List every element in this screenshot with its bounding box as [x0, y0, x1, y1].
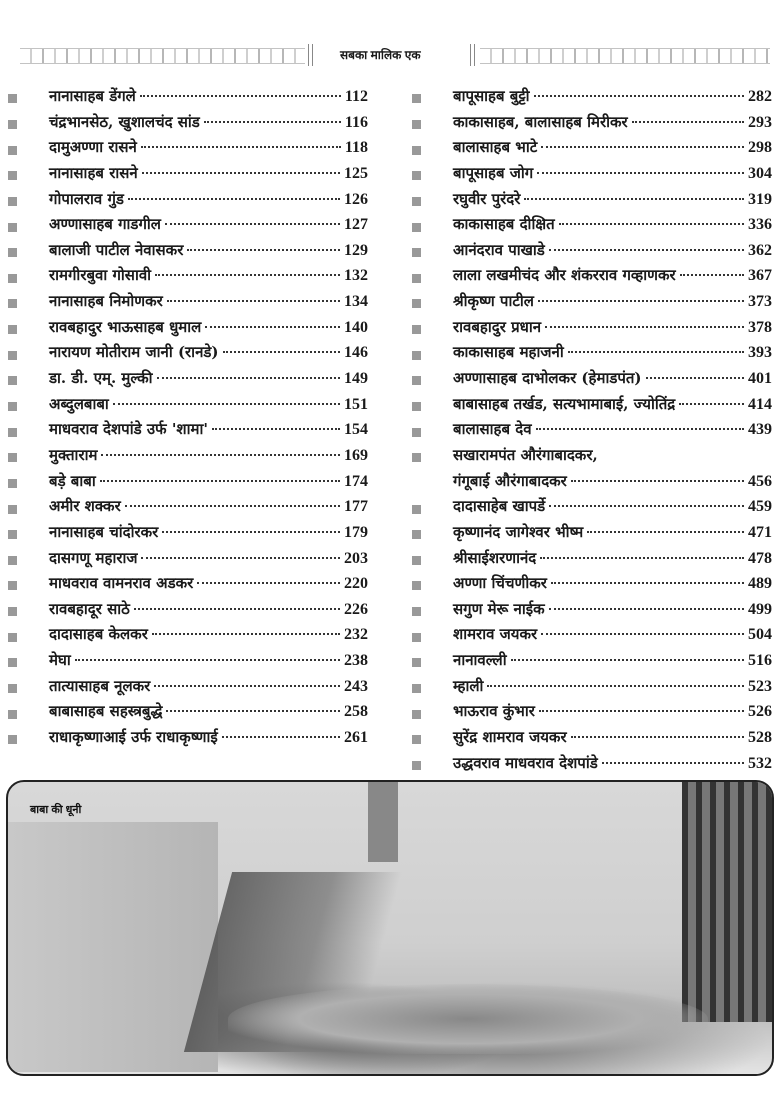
entry-name: राधाकृष्णाआई उर्फ राधाकृष्णाई	[49, 728, 218, 747]
entry-name: काकासाहब महाजनी	[453, 343, 564, 362]
entry-name: बालाजी पाटील नेवासकर	[49, 240, 184, 259]
bullet-icon	[412, 120, 421, 129]
entry-page: 261	[344, 729, 368, 747]
toc-entry	[412, 291, 772, 317]
dot-leader	[187, 249, 340, 251]
entry-page: 282	[748, 88, 772, 105]
entry-name: अण्णा चिंचणीकर	[453, 574, 547, 593]
bullet-icon	[8, 505, 17, 514]
bullet-icon	[8, 735, 17, 744]
dot-leader	[157, 377, 340, 379]
entry-name: मुक्ताराम	[49, 445, 98, 464]
photo-gate	[682, 782, 772, 1022]
entry-page: 414	[748, 395, 772, 413]
bullet-icon	[412, 633, 421, 642]
entry-page: 336	[748, 216, 772, 234]
toc-entry	[8, 112, 368, 138]
entry-name: नानासाहब रासने	[49, 163, 138, 182]
dot-leader	[223, 351, 340, 353]
toc-entry	[8, 419, 368, 445]
entry-name: कृष्णानंद जागेश्वर भीष्म	[453, 522, 584, 541]
bullet-icon	[412, 505, 421, 514]
dot-leader	[540, 557, 744, 559]
bullet-icon	[8, 171, 17, 180]
entry-page: 129	[344, 241, 368, 259]
dot-leader	[141, 146, 341, 148]
toc-entry-continued	[412, 471, 772, 497]
ornament-left	[20, 48, 305, 64]
entry-name: अण्णासाहब गाडगील	[49, 215, 161, 234]
bullet-icon	[8, 248, 17, 257]
toc-entry	[8, 291, 368, 317]
dot-leader	[549, 608, 744, 610]
toc-entry	[8, 163, 368, 189]
divider	[470, 44, 475, 66]
toc-entry	[412, 624, 772, 650]
entry-name: अब्दुलबाबा	[49, 394, 109, 413]
entry-page: 489	[748, 575, 772, 593]
entry-name: श्रीकृष्ण पाटील	[453, 292, 534, 311]
entry-name: शामराव जयकर	[453, 625, 538, 644]
toc-entry	[8, 471, 368, 497]
toc-entry	[412, 214, 772, 240]
bullet-icon	[412, 710, 421, 719]
entry-page: 499	[748, 600, 772, 618]
bullet-icon	[8, 120, 17, 129]
bullet-icon	[8, 453, 17, 462]
entry-name: नानासाहब निमोणकर	[49, 292, 163, 311]
entry-name: दासगणू महाराज	[49, 548, 138, 567]
dot-leader	[534, 95, 744, 97]
dot-leader	[545, 326, 744, 328]
entry-name: माधवराव देशपांडे उर्फ 'शामा'	[49, 420, 208, 439]
toc-entry	[412, 163, 772, 189]
entry-name: नानासाहब डेंगले	[49, 87, 136, 105]
dot-leader	[538, 300, 744, 302]
bullet-icon	[412, 325, 421, 334]
entry-name: डा. डी. एम्. मुल्की	[49, 369, 153, 388]
entry-page: 226	[344, 600, 368, 618]
entry-name: चंद्रभानसेठ, खुशालचंद सांड	[49, 112, 200, 131]
entry-page: 367	[748, 267, 772, 285]
toc-entry	[8, 86, 368, 112]
toc-entry	[412, 522, 772, 548]
photo-caption: बाबा की धूनी	[30, 804, 82, 816]
entry-page: 528	[748, 729, 772, 747]
dot-leader	[571, 480, 744, 482]
toc-entry	[8, 727, 368, 753]
dot-leader	[167, 300, 340, 302]
entry-name: रावबहादुर प्रधान	[453, 317, 542, 336]
bullet-icon	[412, 530, 421, 539]
toc-entry	[412, 650, 772, 676]
bullet-icon	[8, 146, 17, 155]
photo-wall	[8, 822, 218, 1072]
bullet-icon	[8, 376, 17, 385]
entry-page: 146	[344, 344, 368, 362]
dot-leader	[511, 659, 744, 661]
dot-leader	[162, 531, 340, 533]
dot-leader	[140, 95, 341, 97]
entry-name: उद्धवराव माधवराव देशपांडे	[453, 753, 598, 772]
bullet-icon	[8, 299, 17, 308]
toc-entry	[412, 394, 772, 420]
bullet-icon	[8, 94, 17, 103]
entry-page: 532	[748, 754, 772, 772]
bullet-icon	[412, 299, 421, 308]
dot-leader	[166, 710, 340, 712]
dot-leader	[551, 582, 744, 584]
dot-leader	[197, 582, 340, 584]
page-header	[0, 40, 780, 70]
entry-page: 154	[344, 421, 368, 439]
entry-name: दादासाहब केलकर	[49, 625, 148, 644]
entry-name: सुरेंद्र शामराव जयकर	[453, 728, 567, 747]
running-title: सबका मालिक एक	[340, 48, 421, 62]
ornament-right	[480, 48, 770, 64]
toc-entry	[412, 265, 772, 291]
dot-leader	[602, 762, 744, 764]
dot-leader	[559, 223, 744, 225]
bullet-icon	[412, 351, 421, 360]
toc-entry	[412, 86, 772, 112]
toc-entry	[412, 701, 772, 727]
dot-leader	[142, 172, 340, 174]
entry-name: गोपालराव गुंड	[49, 189, 124, 208]
bullet-icon	[412, 197, 421, 206]
dot-leader	[154, 685, 340, 687]
entry-page: 238	[344, 652, 368, 670]
dot-leader	[679, 403, 744, 405]
entry-page: 127	[344, 216, 368, 234]
dot-leader	[212, 428, 340, 430]
entry-name: माधवराव वामनराव अडकर	[49, 574, 194, 593]
entry-page: 140	[344, 318, 368, 336]
dot-leader	[539, 710, 744, 712]
bullet-icon	[412, 402, 421, 411]
bullet-icon	[412, 684, 421, 693]
bullet-icon	[8, 530, 17, 539]
toc-entry	[8, 701, 368, 727]
bullet-icon	[412, 274, 421, 283]
entry-page: 471	[748, 523, 772, 541]
bullet-icon	[412, 376, 421, 385]
entry-name: श्रीसाईशरणानंद	[453, 548, 537, 567]
entry-name: म्हाली	[453, 676, 484, 695]
dot-leader	[125, 505, 340, 507]
dot-leader	[204, 121, 341, 123]
bullet-icon	[8, 633, 17, 642]
dot-leader	[128, 198, 340, 200]
toc-entry	[8, 548, 368, 574]
dot-leader	[100, 480, 340, 482]
entry-name: आनंदराव पाखाडे	[453, 240, 545, 259]
toc-entry	[8, 368, 368, 394]
toc-entry	[8, 599, 368, 625]
toc-entry	[8, 650, 368, 676]
bullet-icon	[8, 325, 17, 334]
toc-entry	[8, 214, 368, 240]
bullet-icon	[412, 453, 421, 462]
entry-page: 132	[344, 267, 368, 285]
toc-entry	[412, 317, 772, 343]
toc-entry	[8, 676, 368, 702]
entry-name: बापूसाहब बुट्टी	[453, 87, 530, 105]
dot-leader	[549, 249, 744, 251]
entry-page: 134	[344, 293, 368, 311]
entry-page: 456	[748, 472, 772, 490]
dot-leader	[101, 454, 340, 456]
entry-page: 293	[748, 113, 772, 131]
entry-page: 523	[748, 677, 772, 695]
entry-name: नानावल्ली	[453, 651, 507, 670]
entry-name: दामुअण्णा रासने	[49, 138, 137, 157]
dot-leader	[222, 736, 340, 738]
dot-leader	[524, 198, 744, 200]
toc-right-column	[412, 86, 772, 778]
toc-entry	[8, 189, 368, 215]
bullet-icon	[8, 658, 17, 667]
entry-name: गंगूबाई औरंगाबादकर	[453, 471, 567, 490]
photo-pillar	[368, 782, 398, 862]
entry-name: दादासाहेब खापर्डे	[453, 497, 546, 516]
bullet-icon	[412, 428, 421, 437]
entry-name: नानासाहब चांदोरकर	[49, 522, 159, 541]
bullet-icon	[412, 223, 421, 232]
toc-entry	[412, 112, 772, 138]
bullet-icon	[8, 351, 17, 360]
toc-entry	[412, 599, 772, 625]
toc-entry	[8, 342, 368, 368]
entry-page: 125	[344, 164, 368, 182]
toc-entry	[8, 445, 368, 471]
entry-name: रघुवीर पुरंदरे	[453, 189, 521, 208]
toc-entry	[412, 137, 772, 163]
dot-leader	[113, 403, 340, 405]
dot-leader	[165, 223, 340, 225]
entry-page: 304	[748, 164, 772, 182]
entry-name: अण्णासाहब दाभोलकर (हेमाडपंत)	[453, 369, 642, 388]
toc-entry	[8, 624, 368, 650]
bullet-icon	[412, 556, 421, 565]
toc-entry	[412, 445, 772, 471]
entry-name: बालासाहब देव	[453, 420, 532, 439]
bullet-icon	[412, 248, 421, 257]
entry-page: 393	[748, 344, 772, 362]
dot-leader	[205, 326, 340, 328]
bullet-icon	[8, 607, 17, 616]
entry-name: अमीर शक्कर	[49, 497, 121, 516]
toc-entry	[412, 496, 772, 522]
bullet-icon	[8, 428, 17, 437]
entry-page: 151	[344, 395, 368, 413]
entry-page: 401	[748, 370, 772, 388]
dot-leader	[571, 736, 744, 738]
entry-name: रावबहादूर साठे	[49, 599, 130, 618]
entry-page: 116	[344, 113, 368, 131]
entry-page: 149	[344, 370, 368, 388]
dot-leader	[536, 428, 744, 430]
bullet-icon	[412, 146, 421, 155]
entry-page: 298	[748, 139, 772, 157]
entry-name: रामगीरबुवा गोसावी	[49, 266, 152, 285]
entry-page: 478	[748, 549, 772, 567]
toc-entry	[8, 522, 368, 548]
entry-page: 169	[344, 446, 368, 464]
bullet-icon	[8, 684, 17, 693]
bullet-icon	[8, 197, 17, 206]
entry-name: सखारामपंत औरंगाबादकर,	[453, 445, 598, 464]
bullet-icon	[412, 94, 421, 103]
toc-entry	[412, 342, 772, 368]
entry-name: बाबासाहब तर्खड, सत्यभामाबाई, ज्योतिंद्र	[453, 394, 676, 413]
bullet-icon	[8, 556, 17, 565]
bullet-icon	[412, 171, 421, 180]
dot-leader	[75, 659, 340, 661]
entry-name: बड़े बाबा	[49, 471, 96, 490]
entry-page: 179	[344, 523, 368, 541]
entry-name: तात्यासाहब नूलकर	[49, 676, 151, 695]
photo-ash-heap	[228, 984, 708, 1054]
entry-page: 439	[748, 421, 772, 439]
dot-leader	[541, 633, 744, 635]
dot-leader	[646, 377, 744, 379]
toc-entry	[8, 265, 368, 291]
toc-entry	[412, 676, 772, 702]
entry-name: बालासाहब भाटे	[453, 138, 538, 157]
entry-name: काकासाहब दीक्षित	[453, 215, 555, 234]
entry-page: 526	[748, 703, 772, 721]
bullet-spacer	[412, 479, 421, 488]
dot-leader	[541, 146, 744, 148]
toc-entry	[8, 496, 368, 522]
dot-leader	[152, 633, 340, 635]
entry-page: 232	[344, 626, 368, 644]
bullet-icon	[412, 658, 421, 667]
dot-leader	[134, 608, 340, 610]
entry-page: 203	[344, 549, 368, 567]
entry-page: 378	[748, 318, 772, 336]
toc-entry	[412, 548, 772, 574]
toc-entry	[8, 317, 368, 343]
bullet-icon	[8, 274, 17, 283]
bullet-icon	[412, 607, 421, 616]
dot-leader	[549, 505, 744, 507]
toc-entry	[8, 394, 368, 420]
bullet-icon	[412, 581, 421, 590]
toc-entry	[8, 240, 368, 266]
entry-name: लाला लखमीचंद और शंकरराव गव्हाणकर	[453, 266, 676, 285]
entry-page: 319	[748, 190, 772, 208]
bullet-icon	[8, 479, 17, 488]
entry-page: 177	[344, 498, 368, 516]
entry-name: भाऊराव कुंभार	[453, 702, 535, 721]
bullet-icon	[8, 402, 17, 411]
entry-page: 126	[344, 190, 368, 208]
dot-leader	[568, 351, 744, 353]
entry-name: बाबासाहब सहस्त्रबुद्धे	[49, 702, 163, 721]
bullet-icon	[412, 735, 421, 744]
dot-leader	[141, 557, 340, 559]
entry-name: नारायण मोतीराम जानी (रानडे)	[49, 343, 219, 362]
dot-leader	[680, 274, 744, 276]
entry-page: 112	[344, 88, 368, 105]
entry-name: मेघा	[49, 651, 71, 670]
dot-leader	[155, 274, 340, 276]
entry-page: 118	[344, 139, 368, 157]
entry-page: 174	[344, 472, 368, 490]
toc-entry	[412, 753, 772, 779]
toc-entry	[412, 419, 772, 445]
bullet-icon	[8, 581, 17, 590]
toc-entry	[412, 189, 772, 215]
toc-entry	[8, 573, 368, 599]
entry-name: रावबहादुर भाऊसाहब धुमाल	[49, 317, 202, 336]
dot-leader	[487, 685, 744, 687]
entry-page: 504	[748, 626, 772, 644]
toc-entry	[412, 240, 772, 266]
bullet-icon	[8, 223, 17, 232]
entry-page: 516	[748, 652, 772, 670]
toc-entry	[8, 137, 368, 163]
divider	[308, 44, 313, 66]
entry-name: बापूसाहब जोग	[453, 163, 534, 182]
entry-page: 373	[748, 293, 772, 311]
dot-leader	[587, 531, 744, 533]
photo-baba-ki-dhuni	[6, 780, 774, 1076]
bullet-icon	[412, 761, 421, 770]
entry-page: 258	[344, 703, 368, 721]
toc-entry	[412, 727, 772, 753]
toc-entry	[412, 368, 772, 394]
entry-page: 459	[748, 498, 772, 516]
bullet-icon	[8, 710, 17, 719]
entry-page: 220	[344, 575, 368, 593]
dot-leader	[632, 121, 744, 123]
dot-leader	[537, 172, 744, 174]
entry-page: 362	[748, 241, 772, 259]
toc-left-column	[8, 86, 368, 753]
entry-name: काकासाहब, बालासाहब मिरीकर	[453, 112, 628, 131]
entry-name: सगुण मेरू नाईक	[453, 599, 545, 618]
entry-page: 243	[344, 677, 368, 695]
toc-entry	[412, 573, 772, 599]
